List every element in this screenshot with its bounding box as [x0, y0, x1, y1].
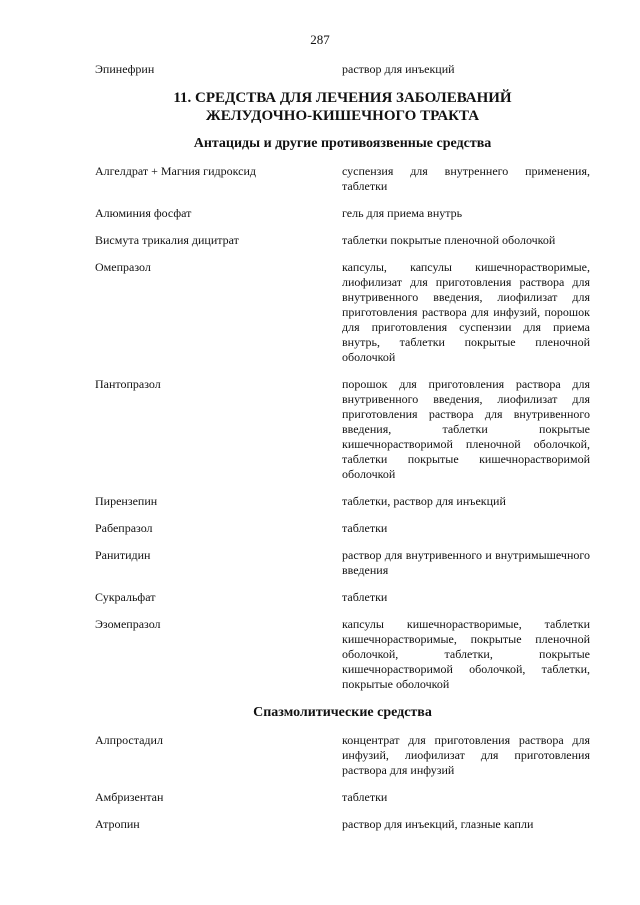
- dosage-form: раствор для инъекций, глазные капли: [342, 817, 534, 831]
- page-number: 287: [310, 32, 330, 47]
- drug-name: Висмута трикалия дицитрат: [95, 233, 239, 247]
- dosage-form: порошок для приготовления раствора для внутривенного введения, лиофилизат для приготовления раствора для внутривенного введения, таблетки покрытые кишечнорастворимой пленочной оболочкой, таблетки покрытые кишечнорастворимой оболочкой: [342, 377, 590, 481]
- dosage-form: раствор для внутривенного и внутримышечного введения: [342, 548, 590, 577]
- table-row: [95, 590, 590, 605]
- dosage-form: суспензия для внутреннего применения, таблетки: [342, 164, 590, 193]
- drug-name: Эзомепразол: [95, 617, 161, 631]
- dosage-form: раствор для инъекций: [342, 62, 455, 76]
- table-row: [95, 733, 590, 778]
- drug-name: Алгелдрат + Магния гидроксид: [95, 164, 256, 178]
- table-row: [95, 260, 590, 365]
- drug-name: Рабепразол: [95, 521, 153, 535]
- dosage-form: концентрат для приготовления раствора для инфузий, лиофилизат для приготовления раствора для инфузий: [342, 733, 590, 777]
- drug-table: [95, 62, 590, 844]
- drug-name: Алпростадил: [95, 733, 163, 747]
- subsection-title-antacids: Антациды и другие противоязвенные средства: [193, 136, 492, 151]
- drug-name: Пантопразол: [95, 377, 161, 391]
- drug-name: Омепразол: [95, 260, 151, 274]
- dosage-form: гель для приема внутрь: [342, 206, 463, 220]
- table-row: [95, 790, 590, 805]
- dosage-form: таблетки: [342, 590, 388, 604]
- table-row: [95, 164, 590, 194]
- drug-name: Эпинефрин: [95, 62, 155, 76]
- section-title-line2: ЖЕЛУДОЧНО-КИШЕЧНОГО ТРАКТА: [205, 108, 480, 124]
- dosage-form: таблетки покрытые пленочной оболочкой: [342, 233, 556, 247]
- drug-name: Атропин: [95, 817, 140, 831]
- subsection-title-antispasmodics: Спазмолитические средства: [253, 705, 432, 720]
- table-row: [95, 617, 590, 692]
- dosage-form: капсулы кишечнорастворимые, таблетки кишечнорастворимые, покрытые пленочной оболочкой, таблетки, покрытые кишечнорастворимой оболочкой, таблетки, покрытые оболочкой: [342, 617, 590, 691]
- section-title: [95, 89, 590, 125]
- table-row: [95, 817, 590, 832]
- table-row: [95, 494, 590, 509]
- drug-name: Алюминия фосфат: [95, 206, 192, 220]
- table-row: [95, 233, 590, 248]
- dosage-form: таблетки, раствор для инъекций: [342, 494, 506, 508]
- table-row: [95, 521, 590, 536]
- section-title-line1: 11. СРЕДСТВА ДЛЯ ЛЕЧЕНИЯ ЗАБОЛЕВАНИЙ: [173, 90, 512, 106]
- drug-name: Пирензепин: [95, 494, 158, 508]
- dosage-form: капсулы, капсулы кишечнорастворимые, лиофилизат для приготовления раствора для внутривенного введения, лиофилизат для приготовления раствора для инфузий, порошок для приготовления суспензии для приема внутрь, таблетки покрытые пленочной оболочкой: [342, 260, 590, 364]
- table-row: [95, 377, 590, 482]
- dosage-form: таблетки: [342, 521, 388, 535]
- drug-name: Сукральфат: [95, 590, 156, 604]
- drug-name: Ранитидин: [95, 548, 151, 562]
- table-row: [95, 548, 590, 578]
- dosage-form: таблетки: [342, 790, 388, 804]
- drug-name: Амбризентан: [95, 790, 164, 804]
- table-row: [95, 206, 590, 221]
- table-row: [95, 62, 590, 77]
